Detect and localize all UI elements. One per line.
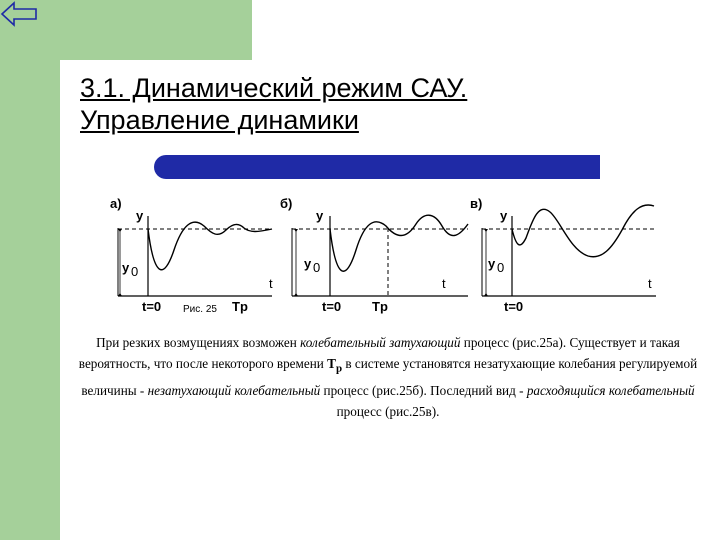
left-green-band: [0, 0, 60, 540]
text-tp-symbol: [327, 356, 343, 375]
figure-caption: Рис. 25: [183, 304, 217, 315]
panel-a-t0-label: t=0: [142, 299, 162, 314]
panel-c: [470, 196, 656, 314]
back-arrow-icon[interactable]: [0, 0, 40, 28]
figure-25: [108, 188, 668, 316]
panel-b-t-label: t: [442, 276, 446, 291]
panel-c-y-label: y: [500, 208, 508, 223]
title-divider-bar: [154, 155, 600, 179]
panel-a-y0-label: y: [122, 260, 130, 275]
panel-a-y-label: y: [136, 208, 144, 223]
text-part-1: При резких возмущениях возможен: [96, 335, 301, 350]
panel-c-y0-label: y: [488, 256, 496, 271]
text-italic-divergent: расходящийся колебательный: [526, 382, 695, 398]
panel-b-y0-label: y: [304, 256, 312, 271]
panel-b-y0-sub: 0: [313, 260, 321, 275]
title-line-1: 3.1. Динамический режим САУ.: [80, 73, 468, 103]
title-line-2: Управление динамики: [80, 105, 359, 135]
panel-c-y0-sub: 0: [497, 260, 505, 275]
page-title: [80, 72, 680, 136]
panel-c-t0-label: t=0: [504, 299, 524, 314]
panel-a-t-label: t: [269, 276, 273, 291]
body-paragraph: [68, 332, 708, 422]
text-part-5: в системе установятся незатухающие колебания регулируемой величины -: [81, 356, 698, 398]
text-tp-sub: р: [335, 362, 343, 375]
panel-c-label: в): [470, 196, 483, 211]
panel-a-tp-label: Tр: [232, 299, 248, 314]
panel-b-label: б): [280, 196, 293, 211]
panel-b-t0-label: t=0: [322, 299, 342, 314]
text-italic-undamped: незатухающий колебательный: [147, 382, 321, 398]
panel-a: [110, 196, 273, 314]
panel-b: [280, 196, 468, 314]
text-part-9: процесс (рис.25в).: [336, 403, 440, 419]
text-part-3: процесс (рис.25а). Существует и такая вероятность, что после некоторого времени: [78, 335, 680, 371]
text-italic-damped: колебательный затухающий: [300, 335, 461, 350]
text-part-7: процесс (рис.25б). Последний вид -: [320, 382, 527, 398]
panel-c-t-label: t: [648, 276, 652, 291]
top-green-band: [60, 0, 252, 60]
panel-a-y0-sub: 0: [131, 264, 139, 279]
panel-b-tp-label: Tр: [372, 299, 388, 314]
panel-b-y-label: y: [316, 208, 324, 223]
panel-a-label: а): [110, 196, 122, 211]
text-tp-letter: Т: [327, 356, 336, 371]
